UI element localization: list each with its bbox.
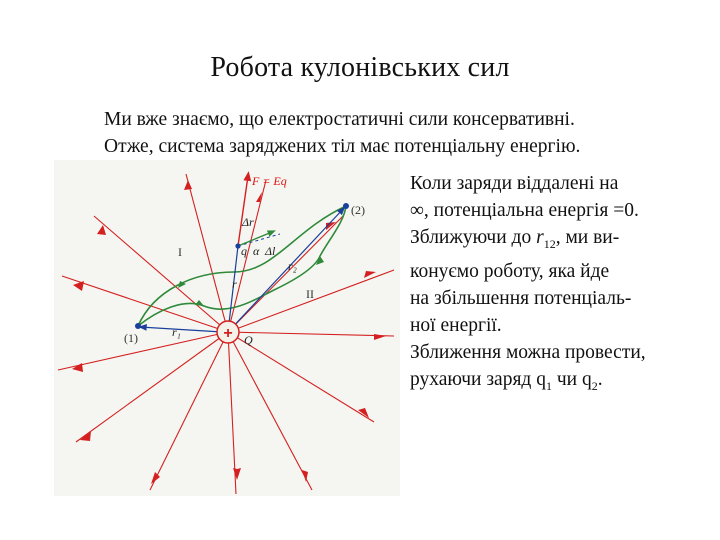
field-arrow	[184, 180, 192, 190]
side-line-3b: , ми ви-	[555, 227, 620, 248]
side-line-5: на збільшення потенціаль-	[410, 287, 632, 309]
side-line-8c: .	[597, 368, 603, 390]
field-arrow	[97, 225, 106, 235]
force-vector	[238, 176, 248, 246]
field-line	[186, 174, 228, 332]
intro-line-2: Отже, система заряджених тіл має потенціальну енергію.	[104, 136, 581, 157]
explanation-text	[410, 170, 715, 400]
side-line-7: Зближення можна провести,	[410, 341, 646, 363]
r1-label: r₁	[172, 325, 181, 339]
side-line-8b: чи q	[551, 368, 592, 390]
charge-sign: +	[223, 325, 233, 342]
radius-r1	[140, 327, 222, 332]
side-line-6: ної енергії.	[410, 314, 502, 336]
field-arrow	[73, 281, 84, 291]
slide-title: Робота кулонівських сил	[210, 52, 510, 83]
side-line-8a: рухаючи заряд q	[410, 368, 546, 390]
Q-label: Q	[244, 333, 253, 347]
intro-line-1: Ми вже знаємо, що електростатичні сили консервативні.	[104, 109, 575, 130]
path-II-label: II	[306, 287, 314, 301]
field-line	[150, 332, 228, 490]
field-arrow	[374, 334, 386, 340]
intro-text	[104, 106, 704, 160]
r-label: r	[232, 277, 237, 291]
field-arrow	[80, 431, 91, 441]
field-line	[228, 180, 266, 332]
side-line-3a: Зближуючи до	[410, 227, 537, 248]
coulomb-work-diagram	[54, 160, 400, 496]
diagram-svg	[54, 160, 400, 496]
point-2-label: (2)	[351, 203, 365, 217]
side-line-1: Коли заряди віддалені на	[410, 173, 619, 194]
force-formula-label: F = Eq	[252, 174, 287, 188]
point-1-label: (1)	[124, 331, 138, 345]
q2-subscript: 2	[591, 378, 598, 393]
path-II-arrow-2	[195, 300, 204, 306]
r-subscript: 12	[543, 236, 556, 251]
field-arrow	[151, 472, 160, 484]
side-line-4: конуємо роботу, яка йде	[410, 260, 610, 282]
q1-subscript: 1	[545, 378, 552, 393]
field-line	[62, 276, 228, 332]
side-line-3	[410, 224, 715, 258]
field-arrow	[72, 363, 83, 372]
alpha-label: α	[253, 244, 260, 258]
field-line	[228, 215, 344, 332]
field-line	[228, 332, 312, 490]
point-2	[343, 203, 349, 209]
point-1	[135, 323, 141, 329]
side-line-2: ∞, потенціальна енергія =0.	[410, 200, 639, 221]
point-q	[235, 243, 240, 248]
delta-r-label: Δr	[242, 215, 254, 229]
field-arrow	[233, 468, 241, 480]
path-I-label: I	[178, 245, 182, 259]
side-line-8	[410, 366, 715, 400]
q-label: q	[241, 244, 247, 258]
delta-l-label: Δl	[265, 244, 276, 258]
field-line	[228, 332, 394, 336]
r-symbol: r	[536, 227, 544, 248]
r2-label: r₂	[288, 259, 297, 273]
